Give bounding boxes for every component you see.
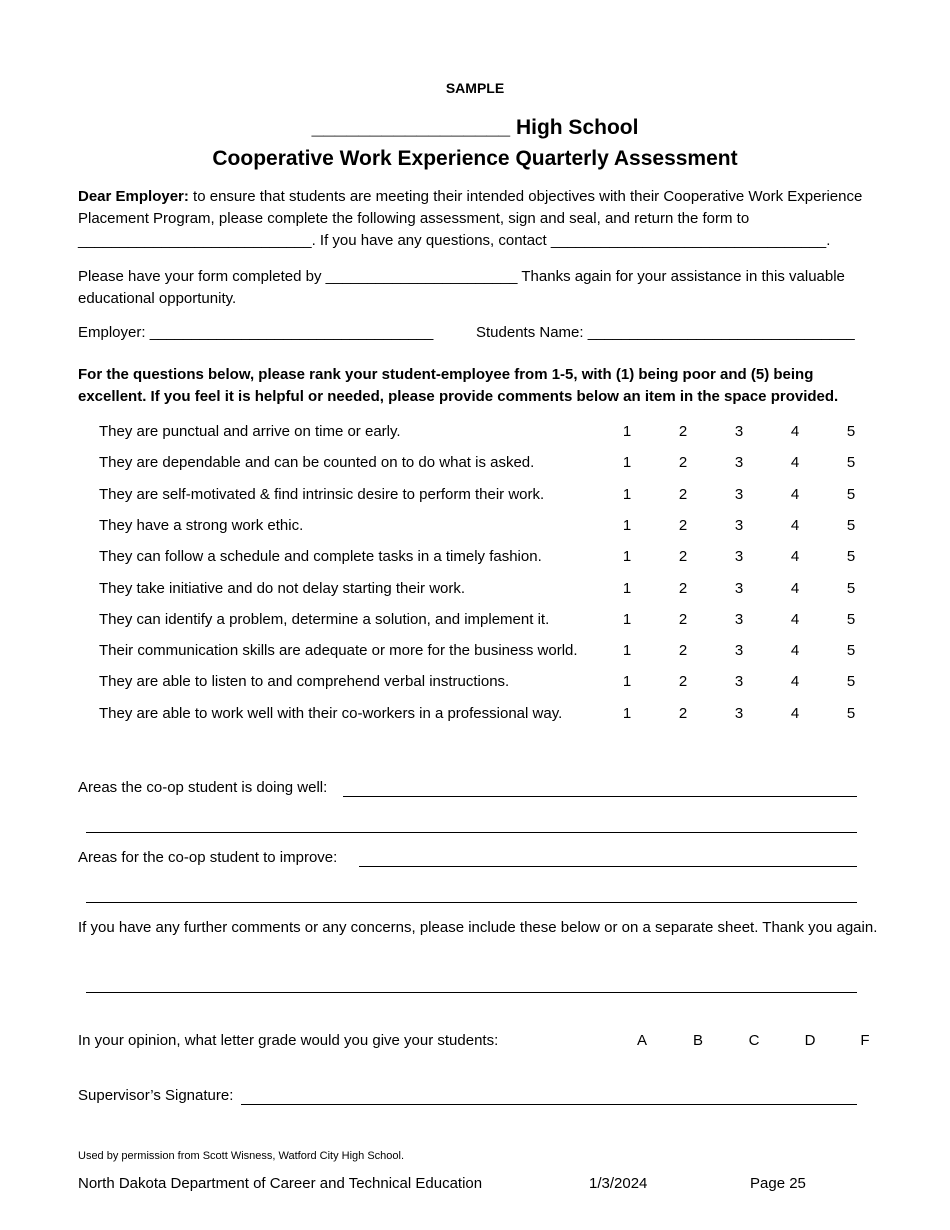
rating-option-3[interactable]: 3 [734,610,744,628]
rating-statement: They are able to work well with their co-workers in a professional way. [99,704,563,722]
intro-text: to ensure that students are meeting their intended objectives with their Cooperative Work Experience Placement Program, please complete the following assessment, sign and seal, and return the form to ____________________________. If you have any questions, contact _________________________________. [78,188,863,249]
footer-department: North Dakota Department of Career and Technical Education [78,1175,483,1192]
rating-option-4[interactable]: 4 [790,516,800,534]
rating-option-3[interactable]: 3 [734,454,744,472]
rating-option-2[interactable]: 2 [678,642,688,660]
rating-option-1[interactable]: 1 [622,423,632,440]
rating-option-2[interactable]: 2 [678,548,688,566]
rating-row [99,454,869,474]
rating-option-5[interactable]: 5 [846,548,856,566]
employer-field[interactable]: Employer: __________________________________ [78,324,434,341]
rating-statement: They are self-motivated & find intrinsic desire to perform their work. [99,485,545,503]
rating-row [99,517,869,537]
deadline-paragraph: Please have your form completed by _______________________ Thanks again for your assistance in this valuable educational opportunity. [78,268,845,307]
rating-option-3[interactable]: 3 [734,485,744,503]
rating-option-2[interactable]: 2 [678,516,688,534]
rating-option-5[interactable]: 5 [846,454,856,472]
rating-row [99,705,869,725]
permission-note: Used by permission from Scott Wisness, Watford City High School. [78,1150,405,1162]
rating-option-5[interactable]: 5 [846,673,856,691]
rating-option-2[interactable]: 2 [678,485,688,503]
rating-option-5[interactable]: 5 [846,579,856,597]
rating-statement: They can follow a schedule and complete tasks in a timely fashion. [99,548,542,566]
rating-row [99,423,869,443]
rating-option-2[interactable]: 2 [678,423,688,440]
rating-option-1[interactable]: 1 [622,642,632,660]
grade-question: In your opinion, what letter grade would you give your students: [78,1032,499,1049]
further-comments-text: If you have any further comments or any concerns, please include these below or on a separate sheet. Thank you again. [78,919,878,936]
rating-row [99,486,869,506]
rating-row [99,673,869,693]
rating-option-3[interactable]: 3 [734,423,744,440]
rating-statement: Their communication skills are adequate or more for the business world. [99,642,578,660]
improve-line-1[interactable] [359,866,857,867]
rating-statement: They take initiative and do not delay starting their work. [99,579,466,597]
footer-page-number: Page 25 [750,1175,806,1192]
rating-row [99,548,869,568]
rating-option-4[interactable]: 4 [790,704,800,722]
rating-option-3[interactable]: 3 [734,673,744,691]
page-title: Cooperative Work Experience Quarterly Assessment [212,147,738,170]
ranking-instructions: For the questions below, please rank your student-employee from 1-5, with (1) being poor and (5) being excellent. If you feel it is helpful or needed, please provide comments below an item in the space provided. [78,366,839,405]
rating-option-1[interactable]: 1 [622,516,632,534]
grade-option-d[interactable]: D [804,1032,816,1049]
grade-option-c[interactable]: C [748,1032,760,1049]
rating-option-2[interactable]: 2 [678,673,688,691]
rating-option-4[interactable]: 4 [790,454,800,472]
rating-option-5[interactable]: 5 [846,704,856,722]
footer-date: 1/3/2024 [589,1175,648,1192]
rating-option-1[interactable]: 1 [622,610,632,628]
rating-option-3[interactable]: 3 [734,704,744,722]
rating-option-5[interactable]: 5 [846,610,856,628]
rating-option-4[interactable]: 4 [790,485,800,503]
rating-option-4[interactable]: 4 [790,579,800,597]
rating-option-4[interactable]: 4 [790,673,800,691]
intro-paragraph [78,186,878,252]
school-name-line: _________________ High School [311,116,639,139]
rating-option-2[interactable]: 2 [678,704,688,722]
rating-option-3[interactable]: 3 [734,642,744,660]
rating-option-2[interactable]: 2 [678,579,688,597]
sample-label: SAMPLE [445,80,505,96]
doing-well-line-2[interactable] [86,832,857,833]
doing-well-line-1[interactable] [343,796,857,797]
rating-option-5[interactable]: 5 [846,485,856,503]
intro-greeting: Dear Employer: [78,188,189,205]
rating-statement: They can identify a problem, determine a solution, and implement it. [99,610,550,628]
improve-label: Areas for the co-op student to improve: [78,849,338,866]
rating-option-1[interactable]: 1 [622,548,632,566]
further-comments-line[interactable] [86,992,857,993]
signature-line[interactable] [241,1104,857,1105]
grade-option-a[interactable]: A [636,1032,647,1049]
rating-option-2[interactable]: 2 [678,610,688,628]
rating-option-5[interactable]: 5 [846,642,856,660]
rating-option-2[interactable]: 2 [678,454,688,472]
rating-row [99,611,869,631]
rating-statement: They have a strong work ethic. [99,516,304,534]
rating-statement: They are able to listen to and comprehend verbal instructions. [99,673,510,691]
rating-statement: They are punctual and arrive on time or early. [99,423,401,440]
rating-option-3[interactable]: 3 [734,548,744,566]
rating-option-1[interactable]: 1 [622,485,632,503]
rating-option-1[interactable]: 1 [622,704,632,722]
signature-label: Supervisor’s Signature: [78,1087,234,1104]
rating-option-3[interactable]: 3 [734,516,744,534]
student-name-field[interactable]: Students Name: ________________________________ [476,324,855,341]
rating-option-1[interactable]: 1 [622,454,632,472]
rating-option-4[interactable]: 4 [790,423,800,440]
rating-option-4[interactable]: 4 [790,610,800,628]
rating-row [99,580,869,600]
rating-option-1[interactable]: 1 [622,673,632,691]
rating-row [99,642,869,662]
rating-option-1[interactable]: 1 [622,579,632,597]
grade-option-f[interactable]: F [860,1032,870,1049]
rating-statement: They are dependable and can be counted on to do what is asked. [99,454,535,472]
rating-option-5[interactable]: 5 [846,516,856,534]
rating-option-5[interactable]: 5 [846,423,856,440]
doing-well-label: Areas the co-op student is doing well: [78,779,328,796]
rating-option-4[interactable]: 4 [790,642,800,660]
grade-option-b[interactable]: B [692,1032,703,1049]
rating-option-3[interactable]: 3 [734,579,744,597]
rating-option-4[interactable]: 4 [790,548,800,566]
improve-line-2[interactable] [86,902,857,903]
